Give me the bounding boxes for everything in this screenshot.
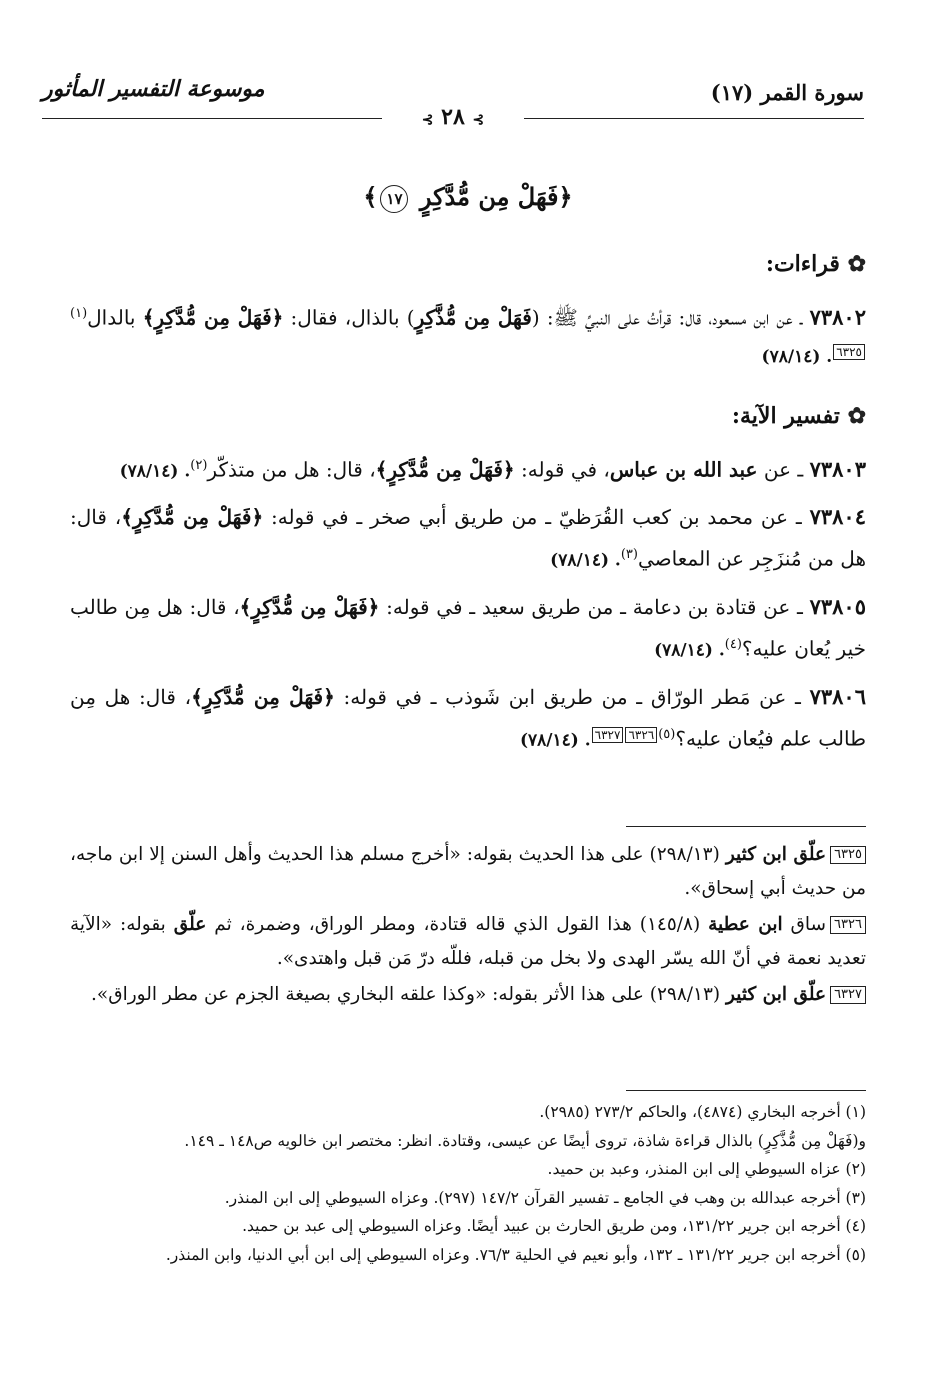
- narration-number: ٧٣٨٠٢: [809, 304, 866, 330]
- footnote-marker: (٤): [724, 636, 742, 652]
- scholar-name: علّق ابن كثير: [726, 984, 827, 1005]
- footnote-4: (٤) أخرجه ابن جرير ١٣١/٢٢، ومن طريق الحارث بن عبيد أيضًا. وعزاه السيوطي إلى عبد بن حميد.: [242, 1217, 866, 1235]
- ornament-icon: ⊱: [472, 112, 485, 128]
- note-text: بقوله: «الآية تعديد نعمة في أنّ الله يسّر الهدى ولا بخل من قبله، فللّه درّ مَن قبل واهتدى».: [70, 914, 866, 969]
- readings-title: قراءات:: [765, 251, 840, 277]
- narration-number: ٧٣٨٠٤: [809, 504, 866, 530]
- ayah-number-icon: ١٧: [380, 185, 408, 213]
- narrator-name: عبد الله بن عباس: [609, 457, 758, 482]
- commentary-notes: [70, 838, 866, 1014]
- sura-title: سورة القمر (١٧): [710, 80, 864, 105]
- note-text: (١٤٥/٨) هذا القول الذي قاله قتادة، ومطر الوراق، وضمرة، ثم: [206, 914, 709, 935]
- note-number-box: ٦٣٢٧: [830, 986, 866, 1004]
- volume-ref: . (٧٨/١٤): [761, 346, 833, 367]
- bracket-close: ﴾: [363, 182, 378, 211]
- volume-ref: . (٧٨/١٤): [519, 730, 591, 751]
- flower-icon: ✿: [847, 402, 866, 429]
- note-6327: [70, 978, 866, 1012]
- footnote-5: (٥) أخرجه ابن جرير ١٣١/٢٢ ـ ١٣٢، وأبو نعيم في الحلية ٧٦/٣. وعزاه السيوطي إلى ابن أبي الدنيا، وابن المنذر.: [165, 1245, 866, 1264]
- volume-ref: . (٧٨/١٤): [654, 640, 725, 661]
- note-text: (٢٩٨/١٣) على هذا الأثر بقوله: «وكذا علقه البخاري بصيغة الجزم عن مطر الوراق».: [91, 984, 727, 1005]
- quran-quote: ﴿فَهَلْ مِن مُّدَّكِرٍ﴾: [121, 505, 264, 530]
- quran-quote: ﴿فَهَلْ مِن مُّدَّكِرٍ﴾: [142, 305, 284, 330]
- footnote-marker: (٢): [190, 457, 208, 473]
- main-text: [70, 246, 866, 767]
- narration-text: ـ عن: [757, 457, 810, 482]
- footnote-1: (١) أخرجه البخاري (٤٨٧٤)، والحاكم ٢٧٣/٢ (٢٩٨٥).: [539, 1103, 866, 1121]
- narration-number: ٧٣٨٠٣: [809, 456, 866, 482]
- header-rule-right: [524, 118, 864, 119]
- narration-text: ، قال: هل مِن طالب خير يُعان عليه؟: [70, 594, 866, 661]
- commentary-ref-box: ٦٣٢٧: [592, 727, 624, 743]
- footnote-1-reading: و(فَهَلْ مِن مُّذَّكِرٍ) بالذال قراءة شاذة، تروى أيضًا عن عيسى، وقتادة. انظر: مختصر ابن خالويه ص١٤٨ ـ ١٤٩.: [184, 1131, 866, 1150]
- bracket-open: ﴿: [558, 182, 573, 211]
- verse-heading: [0, 182, 936, 213]
- narration-text: ، قال: هل من متذكّر: [207, 457, 376, 482]
- narration-text: بالدال: [87, 305, 143, 330]
- scholar-verb: علّق: [173, 914, 207, 935]
- note-6325: [70, 838, 866, 906]
- encyclopedia-title: موسوعة التفسير المأثور: [42, 76, 265, 102]
- section-title-tafsir: [70, 398, 866, 435]
- quran-quote: ﴿فَهَلْ مِن مُّدَّكِرٍ﴾: [191, 684, 335, 709]
- narration-73805: [70, 588, 866, 670]
- volume-ref: . (٧٨/١٤): [119, 461, 191, 482]
- narration-text: ، قال: هل مِن طالب علم فيُعان عليه؟: [70, 684, 866, 751]
- narration-73803: [70, 447, 866, 491]
- narration-text: ـ عن محمد بن كعب القُرَظيّ ـ من طريق أبي صخر ـ في قوله:: [263, 505, 810, 530]
- narration-text: ) بالذال، فقال:: [283, 305, 415, 330]
- tafsir-title: تفسير الآية:: [731, 402, 840, 429]
- scholar-name: ابن عطية: [708, 914, 783, 935]
- narration-number: ٧٣٨٠٦: [809, 683, 866, 709]
- footnote-2: (٢) عزاه السيوطي إلى ابن المنذر، وعبد بن حميد.: [547, 1160, 866, 1178]
- footnote-marker: (١): [70, 306, 88, 321]
- notes-separator: [626, 826, 866, 827]
- footnote-3: (٣) أخرجه عبدالله بن وهب في الجامع ـ تفسير القرآن ١٤٧/٢ (٢٩٧). وعزاه السيوطي إلى ابن المنذر.: [224, 1188, 866, 1207]
- page-number: ٢٨: [441, 104, 465, 130]
- footnote-marker: (٣): [620, 547, 638, 563]
- commentary-ref-box: ٦٣٢٦: [625, 727, 657, 743]
- narration-number: ٧٣٨٠٥: [809, 593, 866, 619]
- narration-73806: [70, 678, 866, 760]
- narration-text: ، في قوله:: [514, 457, 610, 482]
- footnote-marker: (٥): [658, 726, 676, 742]
- flower-icon: ✿: [847, 251, 866, 277]
- narration-text: ـ عن قتادة بن دعامة ـ من طريق سعيد ـ في قوله:: [379, 594, 810, 619]
- running-header: [42, 76, 864, 130]
- note-number-box: ٦٣٢٦: [830, 916, 866, 934]
- volume-ref: . (٧٨/١٤): [550, 550, 621, 571]
- commentary-ref-box: ٦٣٢٥: [833, 344, 865, 360]
- narration-text: ـ عن ابن مسعود، قال: قرأتُ على النبيِّ ﷺ: (: [531, 305, 810, 330]
- note-6326: [70, 908, 866, 976]
- section-title-readings: [70, 246, 866, 283]
- narration-73804: [70, 498, 866, 580]
- note-text: (٢٩٨/١٣) على هذا الحديث بقوله: «أخرج مسلم هذا الحديث وأهل السنن إلا ابن ماجه، من حديث أبي إسحاق».: [70, 844, 866, 899]
- header-rule-left: [42, 118, 382, 119]
- narration-text: ، قال: هل من مُنزَجِر عن المعاصي: [70, 505, 866, 571]
- verse-text: فَهَلْ مِن مُّدَّكِرٍ: [419, 182, 559, 211]
- narration-73802: [70, 295, 866, 376]
- footnotes: [70, 1100, 866, 1271]
- ornament-icon: ⊱: [421, 112, 434, 128]
- scholar-name: علّق ابن كثير: [725, 844, 827, 865]
- quran-reading: فَهَلْ مِن مُّذَّكِرٍ: [414, 305, 532, 330]
- note-number-box: ٦٣٢٥: [830, 846, 866, 864]
- quran-quote: ﴿فَهَلْ مِن مُّدَّكِرٍ﴾: [375, 457, 515, 482]
- quran-quote: ﴿فَهَلْ مِن مُّدَّكِرٍ﴾: [239, 594, 380, 619]
- note-text: ساق: [782, 914, 827, 935]
- page-number-block: [412, 104, 494, 130]
- spacer: [70, 384, 866, 398]
- narration-text: ـ عن مَطر الورّاق ـ من طريق ابن شَوذب ـ في قوله:: [334, 684, 810, 709]
- footnotes-separator: [626, 1090, 866, 1091]
